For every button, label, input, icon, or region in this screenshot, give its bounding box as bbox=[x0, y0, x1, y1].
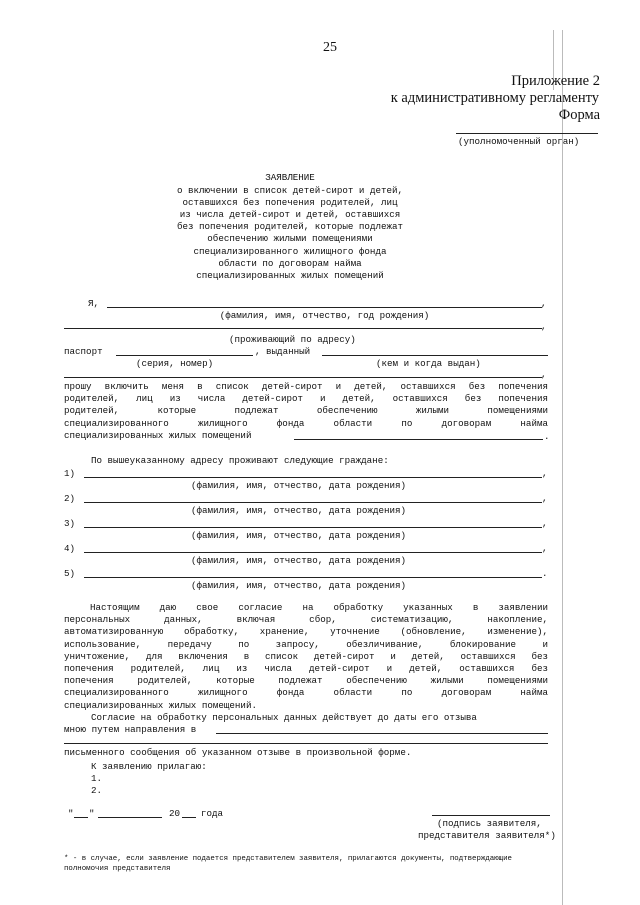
consent-line: специализированных жилых помещений. bbox=[64, 699, 257, 711]
consent-line: Настоящим даю свое согласие на обработку указанных в заявлении bbox=[90, 602, 548, 613]
signature-hint: представителя заявителя*) bbox=[418, 830, 556, 841]
resident-hint: (фамилия, имя, отчество, дата рождения) bbox=[191, 505, 407, 516]
request-line: родителей, лиц из числа детей-сирот и детей, оставшихся без попечения bbox=[64, 393, 548, 405]
recipient-field[interactable] bbox=[216, 733, 548, 734]
resident-num: 1) bbox=[64, 468, 76, 479]
consent-line: попечения родителей, лиц из числа детей-сирот и детей, оставшихся без bbox=[64, 663, 548, 675]
consent-line: уничтожение, для включения в список детей-сирот и детей, оставшихся без bbox=[64, 650, 548, 662]
date-year-field[interactable] bbox=[182, 817, 196, 818]
regulation-label: к административному регламенту bbox=[390, 90, 599, 106]
consent-line: использование, передачу по запросу, обезличивание, блокирование и bbox=[64, 638, 548, 650]
title-line: о включении в список детей-сирот и детей, bbox=[176, 185, 404, 196]
resident-end: , bbox=[542, 493, 548, 504]
issued-by-field-2[interactable] bbox=[64, 377, 542, 378]
resident-hint: (фамилия, имя, отчество, дата рождения) bbox=[191, 530, 407, 541]
comma: , bbox=[541, 298, 547, 309]
resident-field[interactable] bbox=[84, 477, 542, 478]
issued-by-field[interactable] bbox=[322, 355, 548, 356]
comma: , bbox=[541, 369, 547, 380]
request-line: специализированного жилищного фонда области по договорам найма bbox=[64, 417, 548, 429]
resident-num: 4) bbox=[64, 543, 76, 554]
issued-hint: (кем и когда выдан) bbox=[376, 358, 481, 369]
attachments-label: К заявлению прилагаю: bbox=[91, 761, 207, 772]
resident-field[interactable] bbox=[84, 552, 542, 553]
resident-end: , bbox=[542, 468, 548, 479]
page-number: 25 bbox=[323, 40, 337, 55]
series-hint: (серия, номер) bbox=[136, 358, 214, 369]
request-line: прошу включить меня в список детей-сирот и детей, оставшихся без попечения bbox=[64, 381, 548, 392]
title-line: без попечения родителей, которые подлежат bbox=[176, 221, 404, 232]
date-quote-open: " bbox=[68, 808, 74, 819]
issued-label: , выданный bbox=[255, 346, 311, 357]
date-day-field[interactable] bbox=[74, 817, 88, 818]
comma: , bbox=[541, 321, 547, 332]
date-year-suffix: года bbox=[201, 808, 224, 819]
authority-hint: (уполномоченный орган) bbox=[458, 136, 580, 147]
consent-paragraph bbox=[64, 602, 548, 712]
consent-line: попечения родителей, которые подлежат обеспечению жилыми помещениями bbox=[64, 675, 548, 687]
applicant-fio-field-2[interactable] bbox=[64, 328, 542, 329]
title-line: обеспечению жилыми помещениями bbox=[207, 233, 373, 244]
scan-edge-line bbox=[562, 30, 563, 905]
title-line: области по договорам найма bbox=[218, 258, 362, 269]
authority-field[interactable] bbox=[456, 133, 598, 134]
title-line: специализированных жилых помещений bbox=[196, 270, 384, 281]
address-hint: (проживающий по адресу) bbox=[229, 334, 356, 345]
signature-hint: (подпись заявителя, bbox=[437, 818, 542, 829]
fio-hint: (фамилия, имя, отчество, год рождения) bbox=[219, 310, 430, 321]
resident-num: 2) bbox=[64, 493, 76, 504]
passport-number-field[interactable] bbox=[116, 355, 253, 356]
residents-intro: По вышеуказанному адресу проживают следующие граждане: bbox=[91, 455, 389, 466]
form-label: Форма bbox=[558, 107, 600, 123]
appendix-label: Приложение 2 bbox=[511, 73, 600, 89]
resident-field[interactable] bbox=[84, 502, 542, 503]
resident-num: 3) bbox=[64, 518, 76, 529]
resident-hint: (фамилия, имя, отчество, дата рождения) bbox=[191, 580, 407, 591]
resident-hint: (фамилия, имя, отчество, дата рождения) bbox=[191, 555, 407, 566]
consent-line: специализированного жилищного фонда области по договорам найма bbox=[64, 687, 548, 699]
request-line: родителей, которые подлежат обеспечению жилыми помещениями bbox=[64, 405, 548, 417]
resident-hint: (фамилия, имя, отчество, дата рождения) bbox=[191, 480, 407, 491]
period: . bbox=[544, 431, 550, 442]
consent-line: персональных данных, включая сбор, систематизацию, накопление, bbox=[64, 614, 548, 626]
footnote: полномочия представителя bbox=[64, 865, 171, 873]
consent-line: автоматизированную обработку, хранение, уточнение (обновление, изменение), bbox=[64, 626, 548, 638]
consent-validity-line: Согласие на обработку персональных данных действует до даты его отзыва bbox=[91, 712, 477, 723]
resident-field[interactable] bbox=[84, 577, 542, 578]
date-year-prefix: 20 bbox=[169, 808, 181, 819]
ya-label: Я, bbox=[88, 298, 100, 309]
signature-field[interactable] bbox=[432, 815, 550, 816]
footnote: * - в случае, если заявление подается представителем заявителя, прилагаются документы, подтверждающие bbox=[64, 855, 512, 863]
date-quote-close: " bbox=[89, 808, 95, 819]
passport-label: паспорт bbox=[64, 346, 103, 357]
resident-field[interactable] bbox=[84, 527, 542, 528]
request-paragraph bbox=[64, 381, 548, 442]
title-line: из числа детей-сирот и детей, оставшихся bbox=[179, 209, 401, 220]
request-line: специализированных жилых помещений bbox=[64, 429, 252, 441]
date-month-field[interactable] bbox=[98, 817, 162, 818]
consent-validity-line: письменного сообщения об указанном отзыве в произвольной форме. bbox=[64, 747, 412, 758]
resident-end: . bbox=[542, 568, 548, 579]
document-title: ЗАЯВЛЕНИЕ bbox=[265, 172, 315, 183]
resident-num: 5) bbox=[64, 568, 76, 579]
title-line: специализированного жилищного фонда bbox=[193, 246, 387, 257]
consent-validity-line: мною путем направления в bbox=[64, 724, 197, 735]
title-line: оставшихся без попечения родителей, лиц bbox=[182, 197, 398, 208]
attachment-item: 1. bbox=[91, 773, 103, 784]
recipient-field-2[interactable] bbox=[64, 743, 548, 744]
resident-end: , bbox=[542, 543, 548, 554]
request-tail-field[interactable] bbox=[294, 439, 543, 440]
attachment-item: 2. bbox=[91, 785, 103, 796]
resident-end: , bbox=[542, 518, 548, 529]
applicant-fio-field[interactable] bbox=[107, 307, 542, 308]
